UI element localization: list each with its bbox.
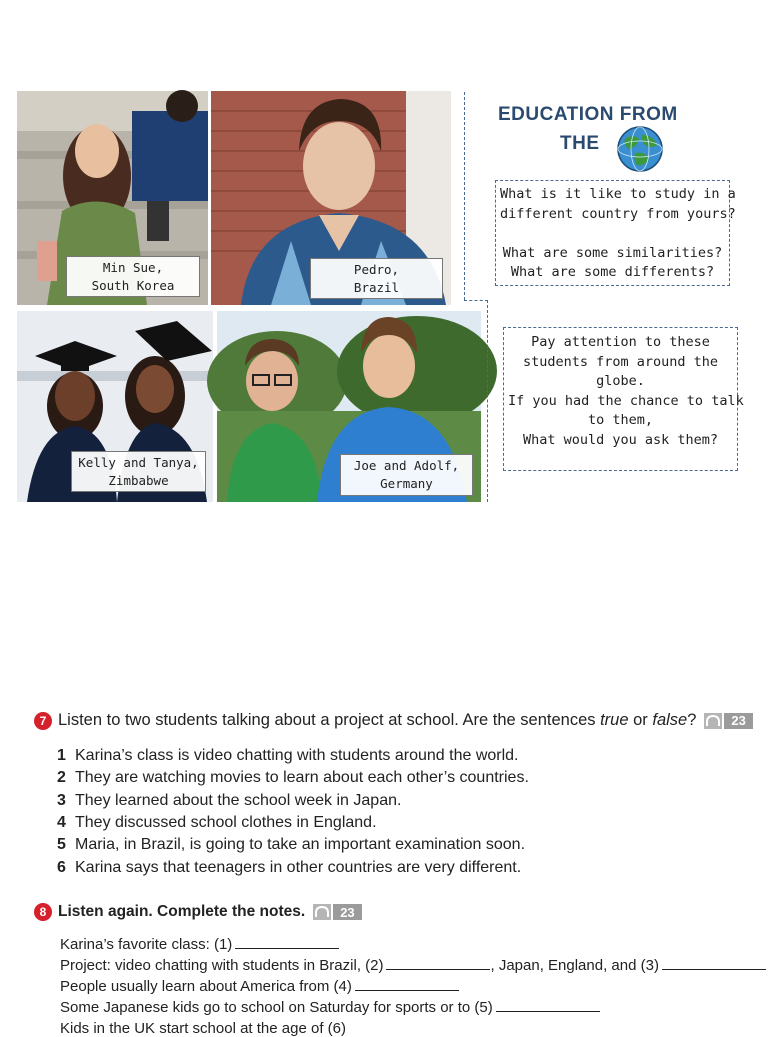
answer-blank-1[interactable] [235,948,339,949]
or-word: or [628,711,653,729]
note-text: Karina’s favorite class: (1) [60,936,233,953]
question-line: different country from yours? [500,205,736,222]
question-line: What are some similarities? [502,244,723,261]
item-number: 5 [57,836,66,854]
list-item [57,790,529,812]
caption-country: Germany [380,476,433,491]
false-word: false [652,711,688,729]
question-line: What are some differents? [510,264,715,280]
note-text: Kids in the UK start school at the age of (6) [60,1020,346,1037]
caption-name: Kelly and Tanya, [78,454,199,470]
discussion-question-box [495,180,736,286]
attention-line: globe. [596,373,645,389]
caption-name: Min Sue, [102,259,164,275]
note-line [60,1016,766,1037]
true-word: true [600,711,629,729]
note-line [60,995,766,1016]
note-line [60,974,766,995]
headphones-icon [313,904,333,920]
caption-kelly-tanya [71,451,206,492]
attention-line: If you had the chance to talk [508,392,744,409]
attention-line: to them, [587,412,654,428]
answer-blank-5[interactable] [496,1011,600,1012]
item-number: 2 [57,769,66,787]
dashed-divider [464,300,488,301]
caption-name: Pedro, [353,261,400,277]
note-text: Some Japanese kids go to school on Saturday for sports or to (5) [60,999,493,1016]
item-number: 3 [57,791,66,809]
exercise-number-badge: 7 [34,712,52,730]
answer-blank-2[interactable] [386,969,490,970]
caption-joe-adolf [340,454,473,496]
audio-track-label[interactable] [704,713,752,729]
caption-country: Brazil [353,279,400,295]
page-title-line2: THE [560,133,600,154]
question-line: What is it like to study in a [500,186,736,202]
page-title-line1: EDUCATION FROM [498,104,678,125]
item-text: Maria, in Brazil, is going to take an important examination soon. [75,836,526,854]
question-mark: ? [687,711,697,729]
caption-name: Joe and Adolf, [353,458,460,473]
caption-country: South Korea [91,277,175,293]
list-item [57,812,529,834]
list-item [57,767,529,789]
instruction-text: Listen again. Complete the notes. [58,903,306,920]
note-text: , Japan, England, and (3) [490,957,659,974]
dashed-divider [487,300,488,502]
dashed-divider [464,92,465,300]
exercise-number-badge: 8 [34,903,52,921]
exercise-7-instruction [34,711,753,730]
headphones-icon [704,713,724,729]
item-text: Karina says that teenagers in other countries are very different. [75,858,522,876]
caption-min-sue [66,256,200,297]
item-text: They are watching movies to learn about each other’s countries. [75,769,529,787]
note-line [60,953,766,974]
item-text: They learned about the school week in Japan. [75,791,402,809]
attention-line: Pay attention to these [531,334,710,350]
caption-pedro [310,258,443,299]
item-number: 1 [57,747,66,765]
attention-line: What would you ask them? [522,431,719,448]
track-number: 23 [340,904,355,920]
instruction-text: Listen to two students talking about a project at school. Are the sentences [58,711,601,729]
item-text: They discussed school clothes in England. [75,814,377,832]
globe-icon [615,125,665,172]
audio-track-label[interactable] [313,904,361,920]
question-line [500,224,725,244]
track-number: 23 [731,713,746,728]
list-item [57,745,529,767]
caption-country: Zimbabwe [108,472,169,488]
item-number: 6 [57,858,66,876]
exercise-8-notes [60,932,766,1037]
answer-blank-4[interactable] [355,990,459,991]
exercise-7-list [57,745,529,879]
item-text: Karina’s class is video chatting with students around the world. [75,747,519,765]
exercise-8-instruction [34,903,362,921]
list-item [57,834,529,856]
answer-blank-3[interactable] [662,969,766,970]
list-item [57,856,529,878]
note-line [60,932,766,953]
note-text: People usually learn about America from (4) [60,978,352,995]
item-number: 4 [57,814,66,832]
note-text: Project: video chatting with students in Brazil, (2) [60,957,384,974]
attention-line: students from around the [522,353,719,370]
attention-box [503,327,744,471]
